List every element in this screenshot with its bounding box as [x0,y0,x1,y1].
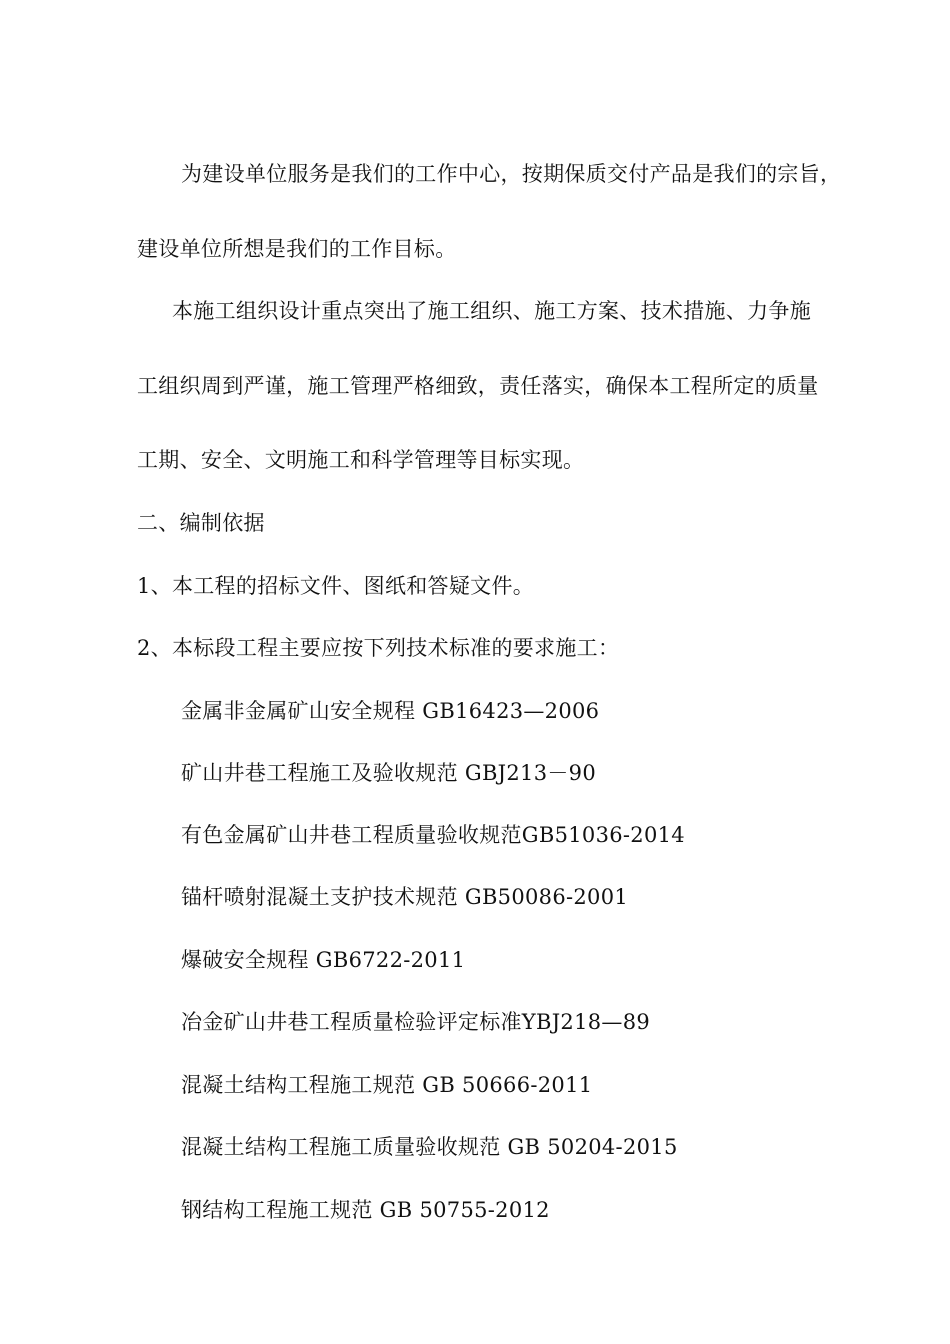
standard-item: 有色金属矿山井巷工程质量验收规范GB51036-2014 [181,823,685,847]
standard-item: 混凝土结构工程施工规范 GB 50666-2011 [181,1073,593,1097]
standard-item: 混凝土结构工程施工质量验收规范 GB 50204-2015 [181,1135,678,1159]
intro-paragraph-2-line-2: 工组织周到严谨，施工管理严格细致，责任落实，确保本工程所定的质量 [137,374,819,398]
standard-item: 爆破安全规程 GB6722-2011 [181,948,466,972]
standard-item: 矿山井巷工程施工及验收规范 GBJ213－90 [181,761,597,785]
standard-item: 锚杆喷射混凝土支护技术规范 GB50086-2001 [181,885,629,909]
section-heading: 二、编制依据 [137,511,265,535]
basis-item-2: 2、本标段工程主要应按下列技术标准的要求施工： [137,636,620,660]
intro-paragraph-1-line-2: 建设单位所想是我们的工作目标。 [137,237,457,261]
basis-item-1: 1、本工程的招标文件、图纸和答疑文件。 [137,574,535,598]
standard-item: 冶金矿山井巷工程质量检验评定标准YBJ218—89 [181,1010,651,1034]
standard-item: 金属非金属矿山安全规程 GB16423—2006 [181,699,600,723]
intro-paragraph-2-line-1: 本施工组织设计重点突出了施工组织、施工方案、技术措施、力争施 [172,299,811,323]
standard-item: 钢结构工程施工规范 GB 50755-2012 [181,1198,550,1222]
intro-paragraph-2-line-3: 工期、安全、文明施工和科学管理等目标实现。 [137,448,585,472]
intro-paragraph-1-line-1: 为建设单位服务是我们的工作中心，按期保质交付产品是我们的宗旨， [181,162,842,186]
